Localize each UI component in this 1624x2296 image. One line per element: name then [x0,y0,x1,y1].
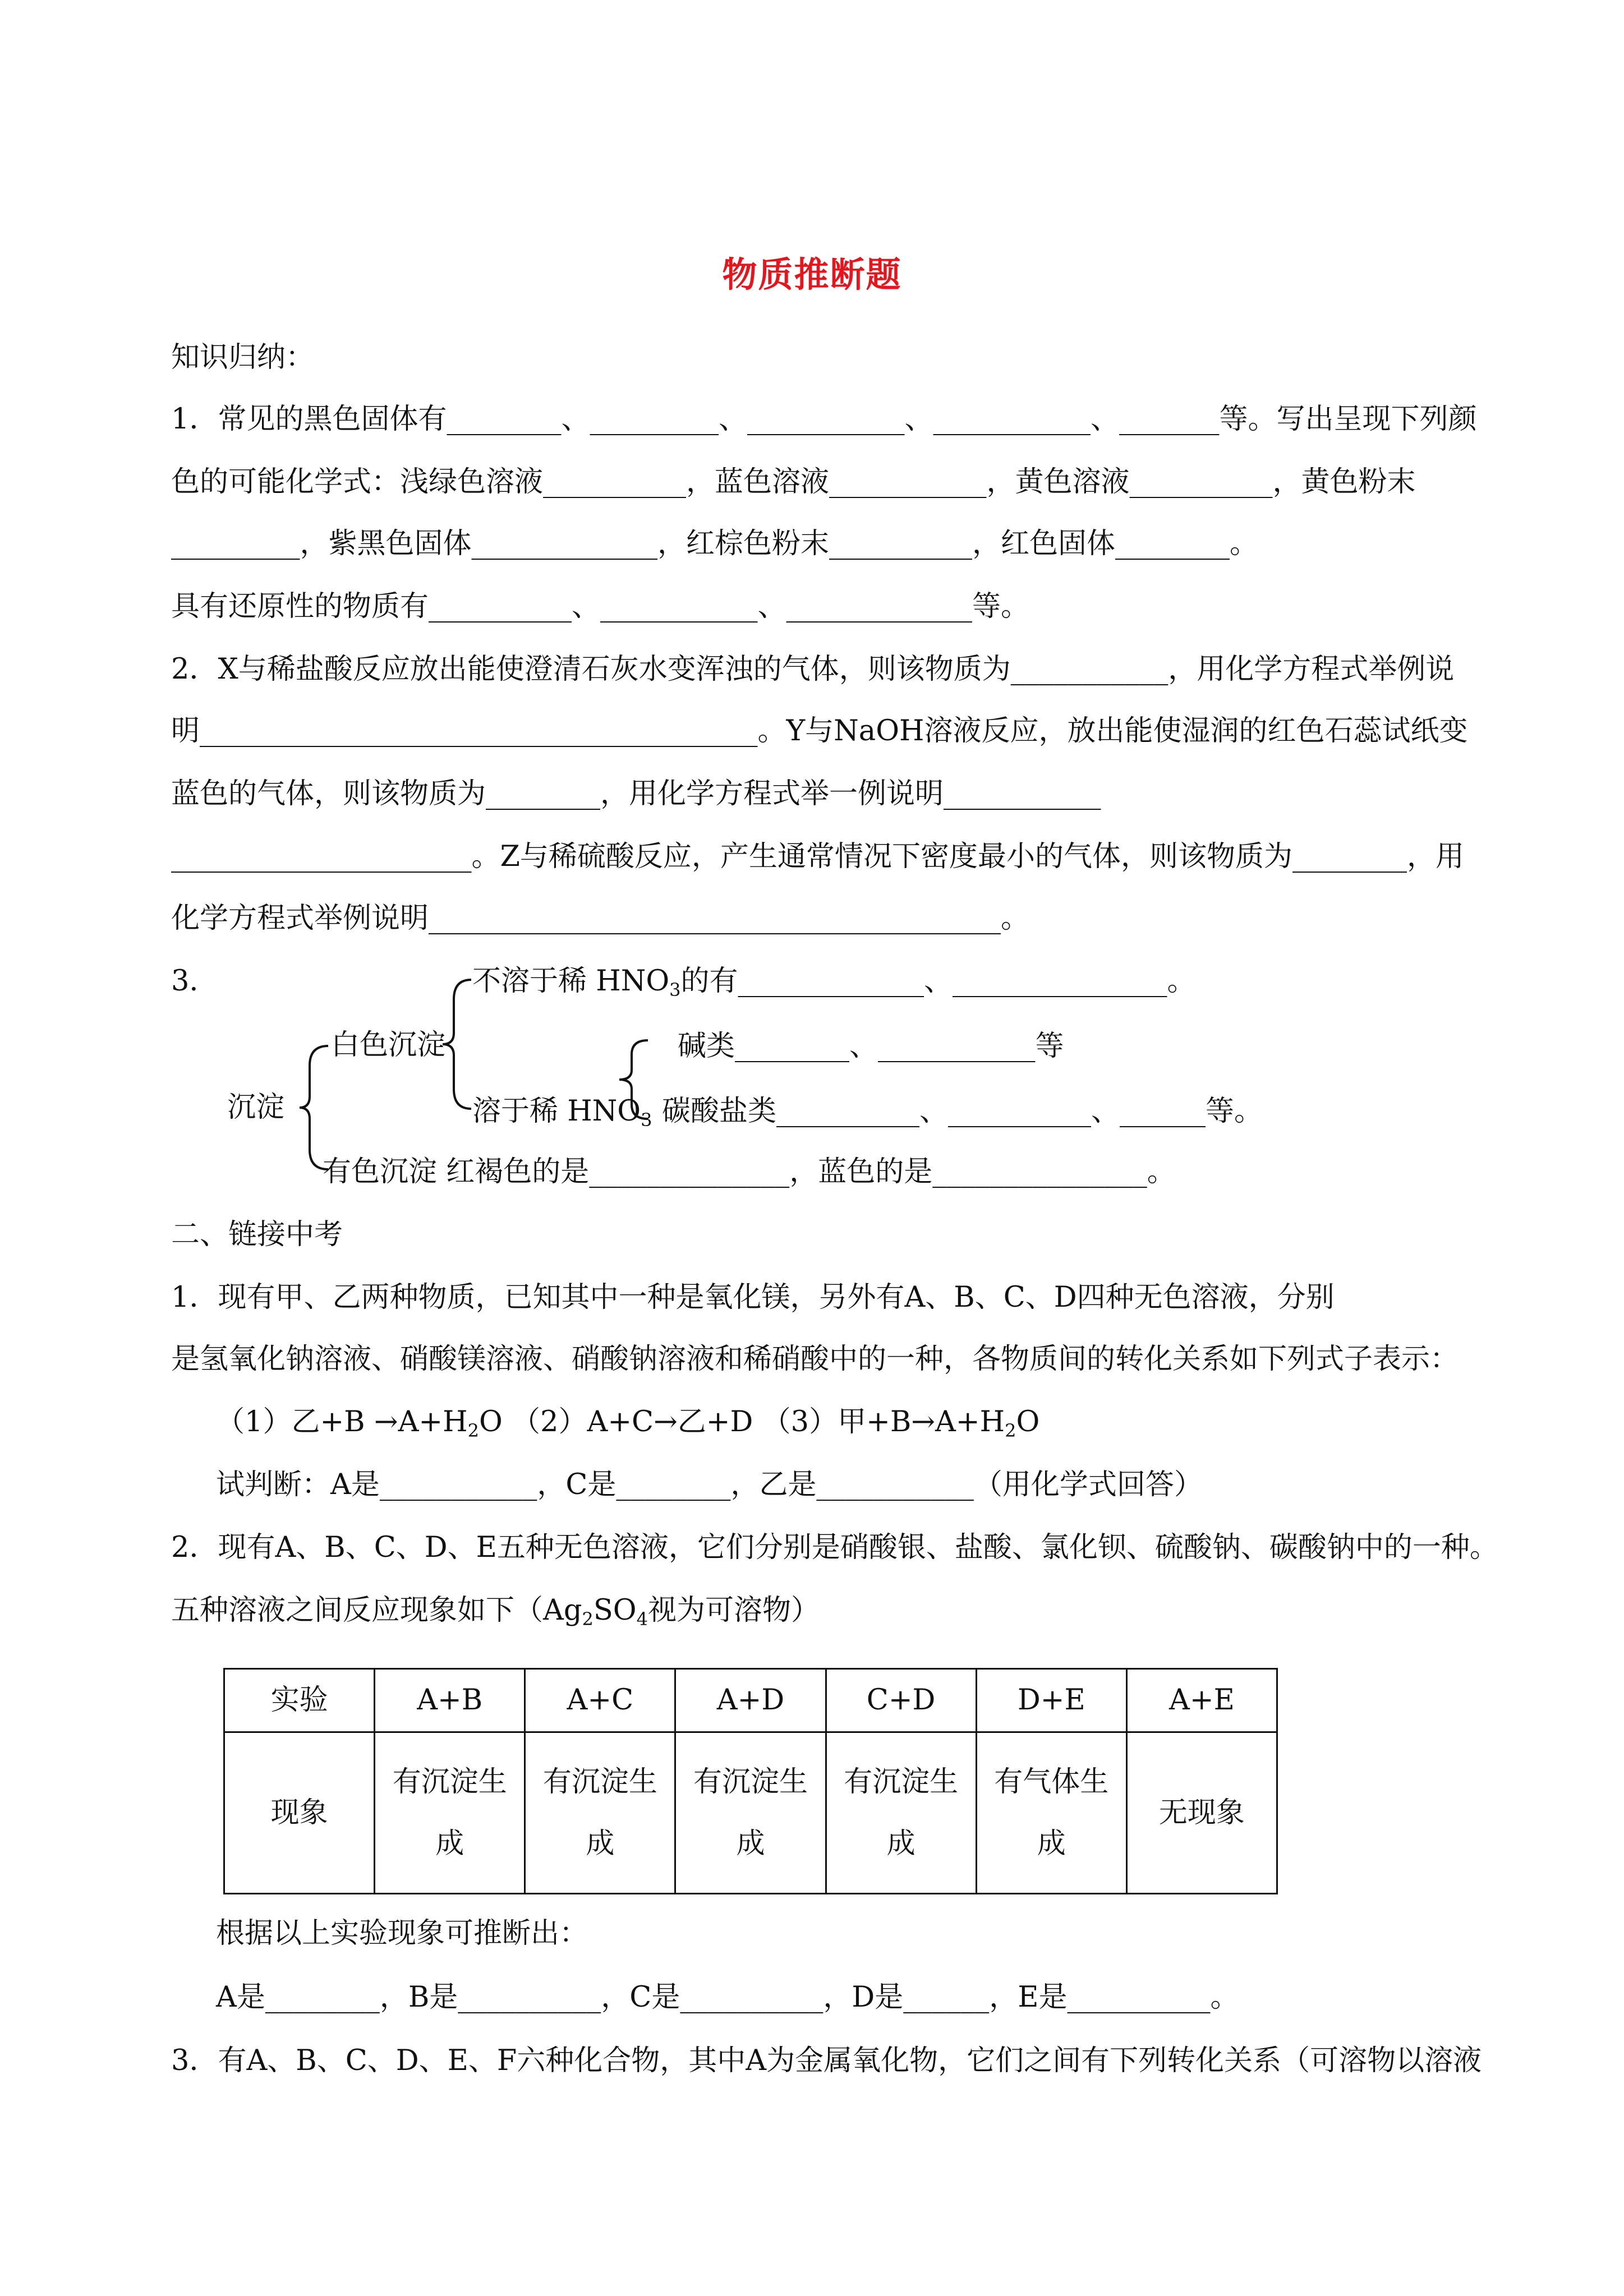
q2-line-5: 化学方程式举例说明________________________________________。 [171,902,1030,935]
tree-insoluble-hno3: 不溶于稀 $HNO_3$的有_____________、_______________。 [472,965,1196,1001]
brace-root-icon [297,1043,331,1172]
brace-white-icon [440,977,474,1112]
table-header-row [224,1669,1277,1732]
table-cell: A+D [675,1669,826,1732]
q2-line-4: _____________________。Z与稀硫酸反应，产生通常情况下密度最小的气体，则该物质为________，用 [171,840,1464,873]
table-cell: D+E [976,1669,1126,1732]
tree-root-precipitate: 沉淀 [227,1091,285,1124]
brace-soluble-icon [617,1038,651,1122]
page-title: 物质推断题 [722,254,902,295]
q2-line-1: 2．X与稀盐酸反应放出能使澄清石灰水变浑浊的气体，则该物质为___________，用化学方程式举例说 [171,653,1455,686]
table-row [224,1732,1277,1894]
s2q3-line-1: 3．有A、B、C、D、E、F六种化合物，其中A为金属氧化物，它们之间有下列转化关系（可溶物以溶液 [171,2044,1482,2077]
table-cell: 无现象 [1126,1732,1277,1894]
s2q1-line-2: 是氢氧化钠溶液、硝酸镁溶液、硝酸钠溶液和稀硝酸中的一种，各物质间的转化关系如下列式子表示： [171,1343,1459,1376]
tree-colored-precipitate: 有色沉淀 红褐色的是______________，蓝色的是_______________。 [323,1155,1176,1188]
table-cell: 有沉淀生 成 [675,1732,826,1894]
q3-number: 3． [171,965,218,998]
q1-line-1: 1．常见的黑色固体有________、_________、___________、___________、_______等。写出呈现下列颜 [171,403,1477,436]
table-cell: 有沉淀生 成 [525,1732,675,1894]
q1-line-2: 色的可能化学式：浅绿色溶液__________，蓝色溶液___________，黄色溶液__________，黄色粉末 [171,465,1416,499]
q1-line-3: _________，紫黑色固体_____________，红棕色粉末__________，红色固体________。 [171,527,1259,560]
experiment-table [223,1668,1278,1894]
q1-line-4: 具有还原性的物质有__________、___________、_____________等。 [171,590,1030,623]
section-heading-exam: 二、链接中考 [171,1218,343,1251]
s2q1-line-1: 1．现有甲、乙两种物质，已知其中一种是氧化镁，另外有A、B、C、D四种无色溶液，分别 [171,1281,1335,1314]
s2q1-equations: （1）乙$+B \to A+H_2O$ （2）A+C→乙+D （3）甲$+B\to A+H_2O$ [216,1405,1040,1441]
table-cell: A+E [1126,1669,1277,1732]
table-cell: 有沉淀生 成 [375,1732,525,1894]
table-cell: 有沉淀生 成 [826,1732,976,1894]
tree-carbonate-class: 碳酸盐类__________、__________、______等。 [662,1095,1263,1128]
table-cell: C+D [826,1669,976,1732]
table-cell: 有气体生 成 [976,1732,1126,1894]
tree-base-class: 碱类________、___________等 [678,1030,1064,1063]
s2q2-conclude: 根据以上实验现象可推断出： [216,1917,588,1950]
s2q2-line-1: 2．现有A、B、C、D、E五种无色溶液，它们分别是硝酸银、盐酸、氯化钡、硫酸钠、碳酸钠中的一种。 [171,1531,1498,1564]
table-cell: A+C [525,1669,675,1732]
table-cell: A+B [375,1669,525,1732]
table-cell: 现象 [224,1732,375,1894]
tree-soluble-hno3: 溶于稀 $HNO_3$ [472,1095,652,1131]
s2q1-judge: 试判断：A是___________，C是________，乙是___________（用化学式回答） [216,1468,1203,1501]
q2-line-2: 明_______________________________________。Y与NaOH溶液反应，放出能使湿润的红色石蕊试纸变 [171,714,1468,748]
s2q2-answer: A是________，B是__________，C是__________，D是______，E是__________。 [216,1981,1239,2014]
section-heading-knowledge: 知识归纳： [171,341,315,374]
tree-white-precipitate: 白色沉淀 [331,1029,446,1062]
q2-line-3: 蓝色的气体，则该物质为________，用化学方程式举一例说明___________ [171,777,1101,810]
table-cell: 实验 [224,1669,375,1732]
s2q2-line-2: 五种溶液之间反应现象如下（$Ag_2SO_4$视为可溶物） [171,1594,820,1630]
